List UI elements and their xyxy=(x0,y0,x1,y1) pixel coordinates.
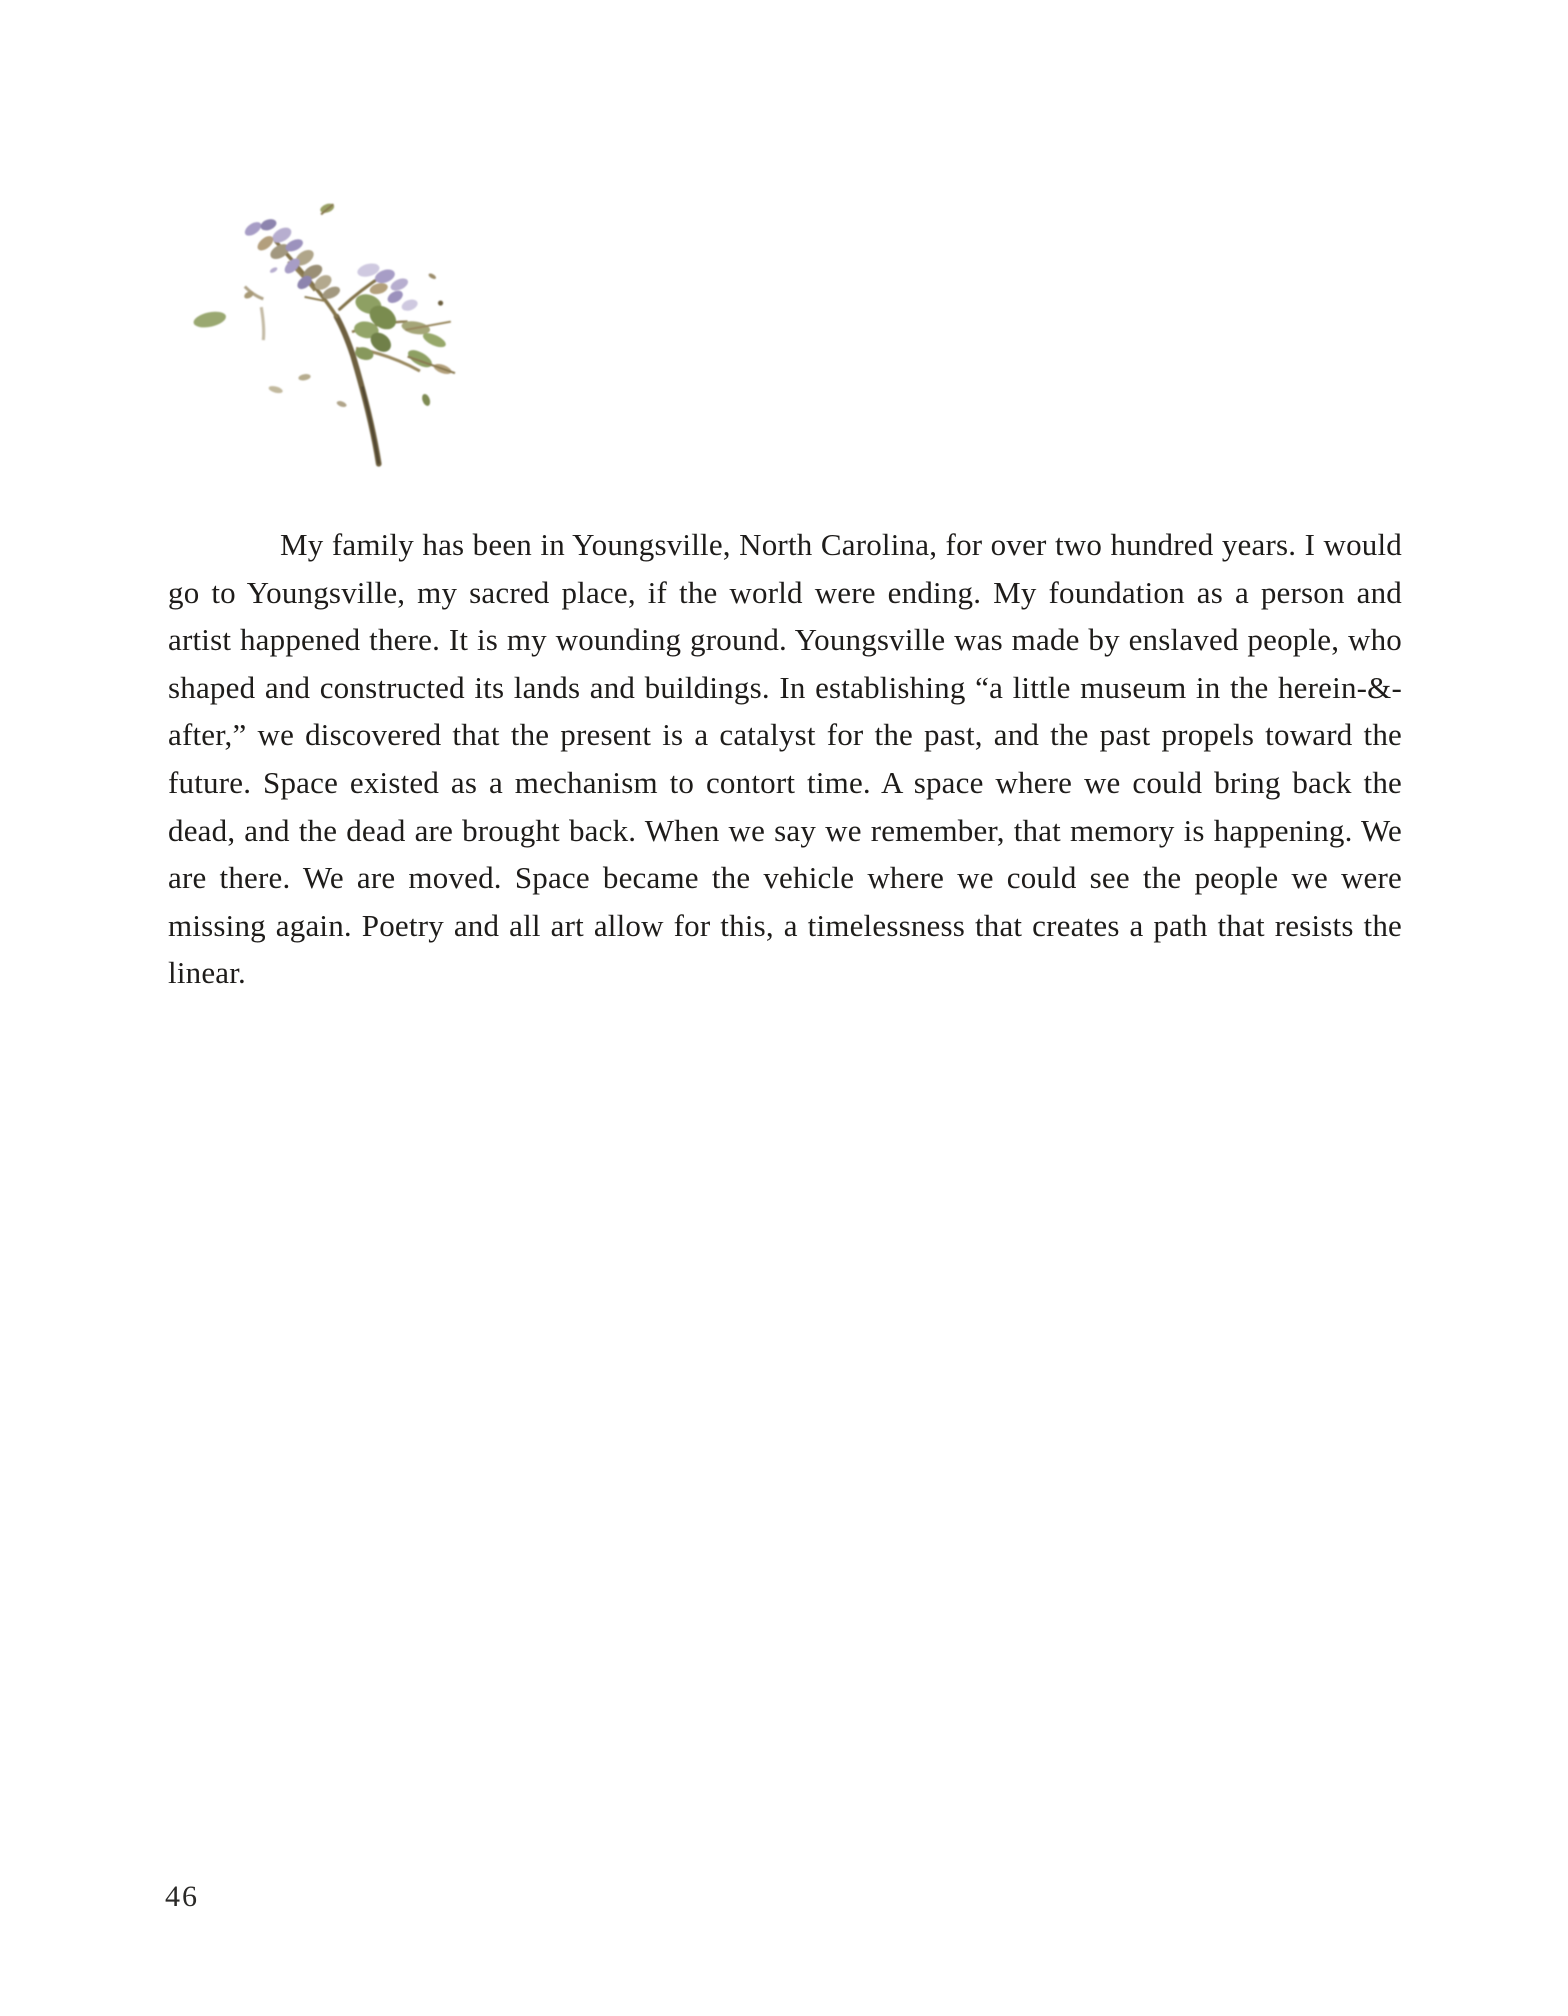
pressed-flower-image xyxy=(150,175,490,495)
paragraph-text: My family has been in Youngsville, North Carolina, for over two hundred years. I would go to Youngsville, my sacred place, if the world were ending. My foundation as a person and artist happened there. It is my wounding ground. Youngsville was made by enslaved people, who shaped and constructed its lands and buildings. In establishing “a little museum in the herein-&-after,” we discovered that the present is a catalyst for the past, and the past propels toward the future. Space existed as a mechanism to contort time. A space where we could bring back the dead, and the dead are brought back. When we say we remember, that memory is happening. We are there. We are moved. Space became the vehicle where we could see the people we were missing again. Poetry and all art allow for this, a timelessness that creates a path that resists the linear. xyxy=(168,527,1402,991)
page-number: 46 xyxy=(165,1880,199,1913)
